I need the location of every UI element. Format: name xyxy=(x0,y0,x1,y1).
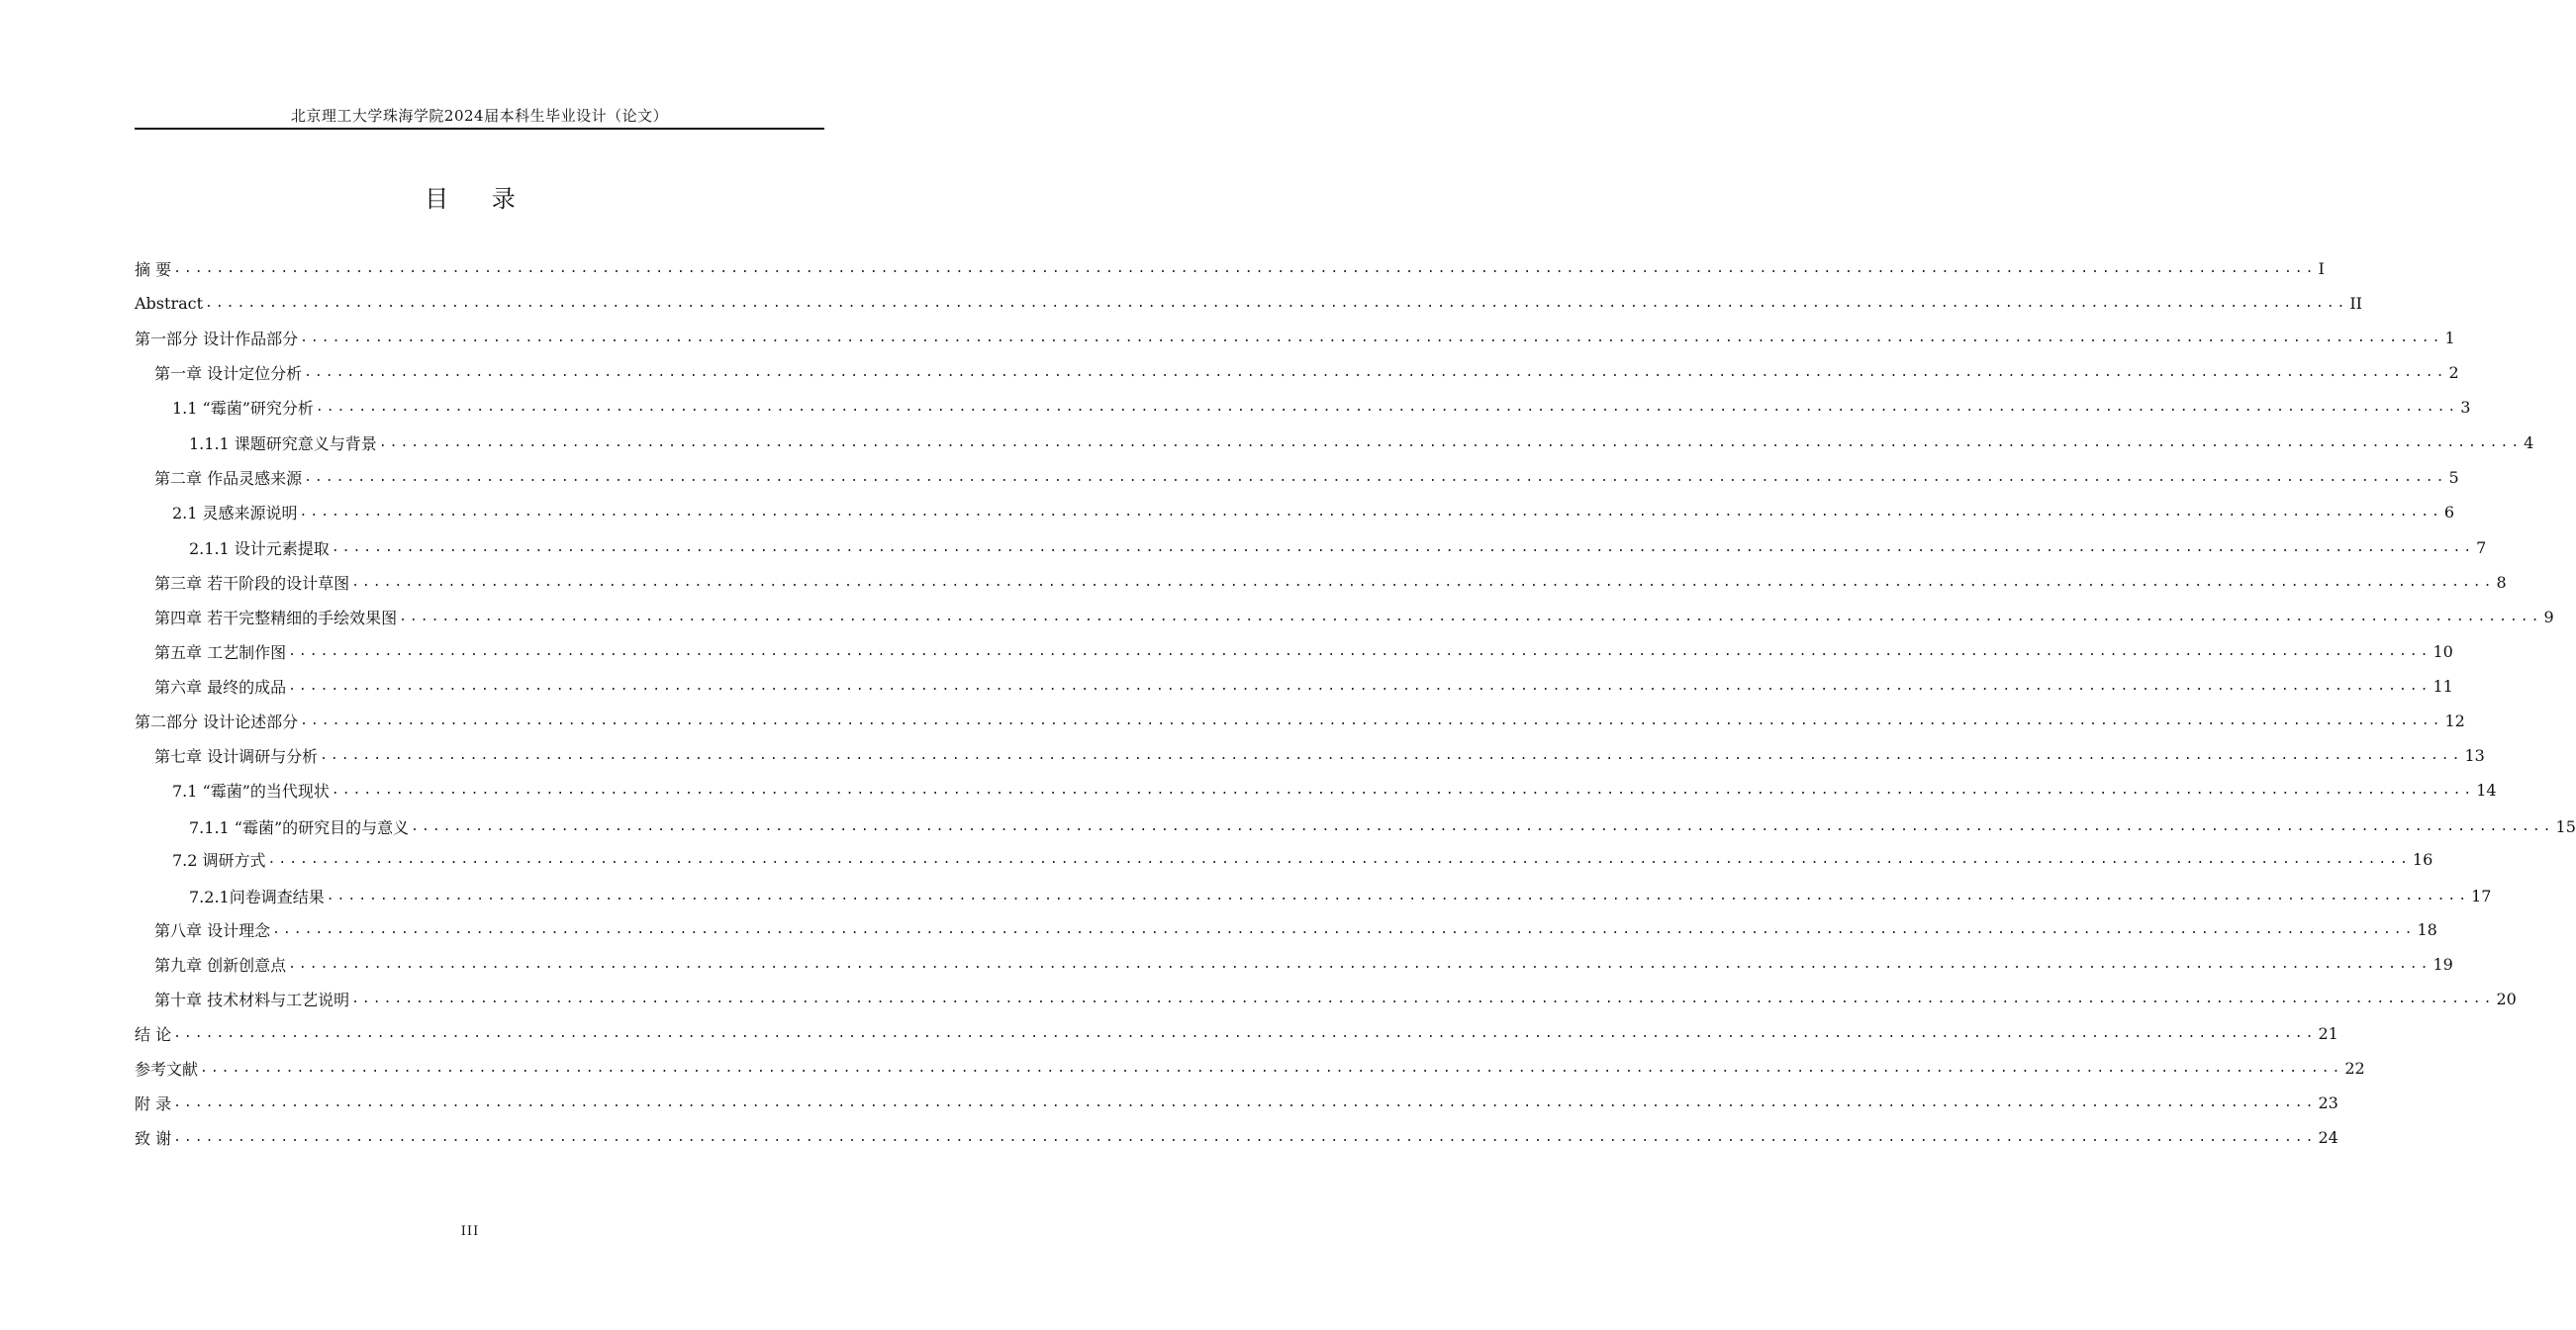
toc-entry-page: 1 xyxy=(2444,329,2455,347)
toc-leader-dots: ........................................................................................................................................................................................................ xyxy=(288,679,2432,694)
toc-entry-page: 11 xyxy=(2433,677,2453,696)
toc-entry-page: 14 xyxy=(2476,781,2497,800)
toc-entry-label: 致 谢 xyxy=(135,1129,172,1148)
running-header: 北京理工大学珠海学院2024届本科生毕业设计（论文） xyxy=(290,107,669,125)
toc-leader-dots: ........................................................................................................................................................................................................ xyxy=(351,992,2495,1006)
toc-entry-label: 第一章 设计定位分析 xyxy=(154,364,303,383)
toc-entry[interactable] xyxy=(189,879,2492,913)
toc-entry[interactable] xyxy=(154,912,2437,947)
toc-entry-page: 23 xyxy=(2318,1093,2338,1112)
toc-entry-label: 第三章 若干阶段的设计草图 xyxy=(154,574,350,593)
toc-entry-label: 1.1 “霉菌”研究分析 xyxy=(172,399,314,418)
toc-entry-page: 2 xyxy=(2448,363,2459,382)
toc-entry-label: 2.1 灵感来源说明 xyxy=(172,504,298,522)
toc-entry[interactable] xyxy=(135,1120,2338,1155)
toc-entry[interactable] xyxy=(154,947,2453,982)
toc-leader-dots: ........................................................................................................................................................................................................ xyxy=(300,331,2443,345)
toc-entry[interactable] xyxy=(154,738,2485,773)
toc-entry-page: 20 xyxy=(2496,990,2517,1008)
toc-entry-label: 第五章 工艺制作图 xyxy=(154,643,287,662)
toc-entry-label: 第一部分 设计作品部分 xyxy=(135,330,299,348)
toc-entry[interactable] xyxy=(135,1051,2365,1086)
toc-entry-page: 17 xyxy=(2471,887,2492,905)
toc-entry[interactable] xyxy=(189,530,2487,565)
toc-entry-label: 第二部分 设计论述部分 xyxy=(135,712,299,731)
toc-entry-label: 第八章 设计理念 xyxy=(154,921,271,940)
toc-entry[interactable] xyxy=(189,809,2576,844)
toc-entry-page: 5 xyxy=(2448,468,2459,487)
toc-entry-label: 第九章 创新创意点 xyxy=(154,956,287,975)
toc-leader-dots: ........................................................................................................................................................................................................ xyxy=(300,713,2443,728)
toc-entry-page: 21 xyxy=(2318,1024,2338,1043)
toc-entry-page: 18 xyxy=(2417,920,2437,939)
toc-entry-label: 1.1.1 课题研究意义与背景 xyxy=(189,434,377,453)
toc-leader-dots: ........................................................................................................................................................................................................ xyxy=(399,610,2542,624)
toc-entry[interactable] xyxy=(135,286,2362,321)
toc-entry[interactable] xyxy=(172,842,2433,877)
toc-entry[interactable] xyxy=(154,600,2554,634)
toc-entry[interactable] xyxy=(154,565,2507,600)
toc-entry-page: II xyxy=(2349,294,2362,313)
toc-entry-page: I xyxy=(2318,259,2325,278)
toc-entry-page: 7 xyxy=(2476,538,2487,557)
toc-entry[interactable] xyxy=(154,669,2453,704)
toc-entry-label: 摘 要 xyxy=(135,260,172,279)
toc-entry[interactable] xyxy=(135,1016,2338,1051)
toc-leader-dots: ........................................................................................................................................................................................................ xyxy=(173,261,2317,276)
toc-entry-page: 4 xyxy=(2524,433,2534,452)
toc-entry-label: 第七章 设计调研与分析 xyxy=(154,747,319,766)
toc-leader-dots: ........................................................................................................................................................................................................ xyxy=(173,1095,2317,1110)
toc-leader-dots: ........................................................................................................................................................................................................ xyxy=(304,470,2447,485)
toc-entry-page: 8 xyxy=(2496,573,2507,592)
toc-leader-dots: ........................................................................................................................................................................................................ xyxy=(315,400,2459,415)
toc-entry-label: 7.1 “霉菌”的当代现状 xyxy=(172,782,330,801)
toc-entry[interactable] xyxy=(135,1086,2338,1120)
toc-entry[interactable] xyxy=(189,426,2534,460)
toc-entry-label: Abstract xyxy=(135,294,204,313)
page-number: III xyxy=(460,1224,480,1239)
toc-leader-dots: ........................................................................................................................................................................................................ xyxy=(351,575,2495,590)
toc-entry[interactable] xyxy=(135,321,2455,355)
toc-leader-dots: ........................................................................................................................................................................................................ xyxy=(411,819,2554,834)
header-rule xyxy=(135,128,824,130)
toc-entry[interactable] xyxy=(172,495,2455,529)
toc-entry[interactable] xyxy=(154,355,2459,390)
toc-title: 目 录 xyxy=(425,185,533,213)
toc-entry[interactable] xyxy=(135,704,2465,738)
toc-entry-page: 10 xyxy=(2433,642,2453,661)
toc-entry-page: 6 xyxy=(2443,503,2455,522)
toc-entry-label: 7.1.1 “霉菌”的研究目的与意义 xyxy=(189,818,410,837)
toc-leader-dots: ........................................................................................................................................................................................................ xyxy=(205,296,2348,311)
toc-entry-label: 第二章 作品灵感来源 xyxy=(154,469,303,488)
toc-entry-page: 13 xyxy=(2464,746,2485,765)
toc-entry[interactable] xyxy=(135,251,2325,286)
toc-entry-label: 7.2 调研方式 xyxy=(172,851,266,870)
toc-entry-page: 12 xyxy=(2444,712,2465,730)
toc-entry[interactable] xyxy=(154,634,2453,669)
toc-leader-dots: ........................................................................................................................................................................................................ xyxy=(173,1130,2317,1145)
toc-entry-label: 结 论 xyxy=(135,1025,172,1044)
toc-entry-page: 3 xyxy=(2460,398,2471,417)
toc-leader-dots: ........................................................................................................................................................................................................ xyxy=(320,748,2463,763)
toc-entry[interactable] xyxy=(172,773,2497,808)
toc-leader-dots: ........................................................................................................................................................................................................ xyxy=(173,1026,2317,1041)
toc-leader-dots: ........................................................................................................................................................................................................ xyxy=(326,889,2470,903)
toc-entry-page: 9 xyxy=(2543,608,2554,626)
toc-leader-dots: ........................................................................................................................................................................................................ xyxy=(272,922,2416,937)
toc-leader-dots: ........................................................................................................................................................................................................ xyxy=(378,435,2523,450)
toc-leader-dots: ........................................................................................................................................................................................................ xyxy=(267,852,2411,867)
toc-entry-label: 第十章 技术材料与工艺说明 xyxy=(154,991,350,1009)
toc-leader-dots: ........................................................................................................................................................................................................ xyxy=(288,957,2432,972)
toc-leader-dots: ........................................................................................................................................................................................................ xyxy=(331,783,2475,798)
toc-entry-page: 16 xyxy=(2412,850,2433,869)
toc-entry-label: 7.2.1问卷调查结果 xyxy=(189,888,325,906)
toc-entry[interactable] xyxy=(154,460,2459,495)
toc-entry[interactable] xyxy=(154,982,2517,1016)
toc-entry-label: 第六章 最终的成品 xyxy=(154,678,287,697)
toc-entry-label: 2.1.1 设计元素提取 xyxy=(189,539,330,558)
toc-entry-label: 第四章 若干完整精细的手绘效果图 xyxy=(154,609,398,627)
toc-entry-label: 附 录 xyxy=(135,1094,172,1113)
toc-entry-page: 19 xyxy=(2433,955,2453,974)
toc-entry[interactable] xyxy=(172,390,2471,425)
toc-entry-page: 22 xyxy=(2344,1059,2365,1078)
toc-leader-dots: ........................................................................................................................................................................................................ xyxy=(200,1061,2343,1076)
toc-leader-dots: ........................................................................................................................................................................................................ xyxy=(331,540,2475,555)
toc-leader-dots: ........................................................................................................................................................................................................ xyxy=(288,644,2432,659)
toc-leader-dots: ........................................................................................................................................................................................................ xyxy=(299,505,2442,520)
toc-entry-page: 15 xyxy=(2555,817,2576,836)
toc-entry-page: 24 xyxy=(2318,1128,2338,1147)
toc-entry-label: 参考文献 xyxy=(135,1060,199,1079)
toc-leader-dots: ........................................................................................................................................................................................................ xyxy=(304,365,2447,380)
